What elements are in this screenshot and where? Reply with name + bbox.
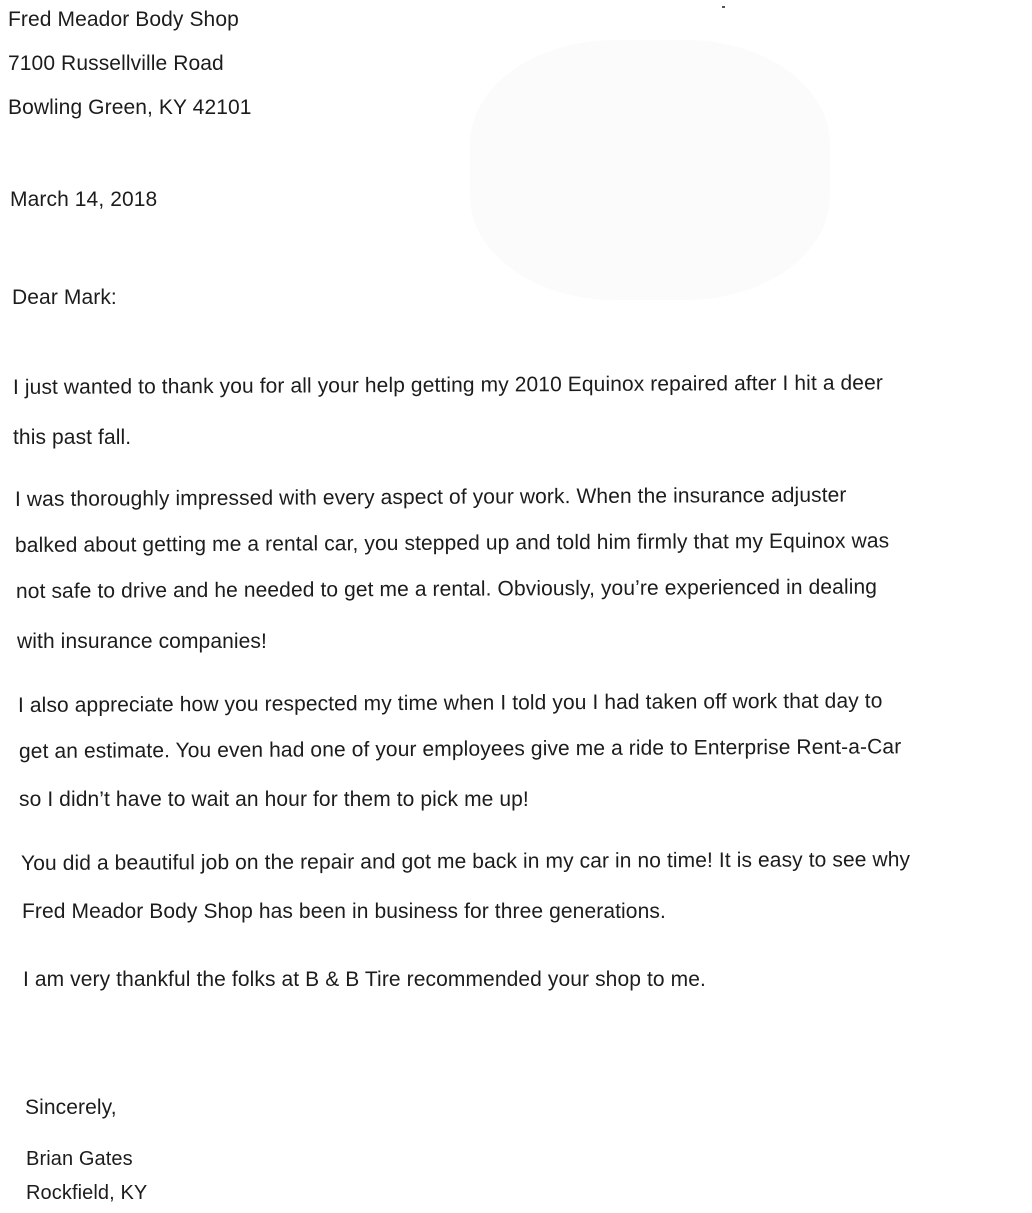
paragraph-3-line-2: get an estimate. You even had one of your employees give me a ride to Enterprise Rent-a-Car: [18, 735, 902, 763]
paragraph-3-line-3: so I didn’t have to wait an hour for them to pick me up!: [19, 788, 529, 811]
paragraph-3-line-1: I also appreciate how you respected my time when I told you I had taken off work that day to: [17, 689, 883, 717]
signer-name: Brian Gates: [26, 1148, 133, 1170]
sender-street: 7100 Russellville Road: [8, 52, 224, 75]
paragraph-4-line-1: You did a beautiful job on the repair and got me back in my car in no time! It is easy to see why: [20, 848, 911, 875]
paragraph-2-line-3: not safe to drive and he needed to get me a rental. Obviously, you’re experienced in dealing: [15, 575, 878, 603]
paragraph-5-line-1: I am very thankful the folks at B & B Tire recommended your shop to me.: [23, 968, 706, 991]
salutation: Dear Mark:: [12, 286, 117, 309]
paragraph-2-line-1: I was thoroughly impressed with every aspect of your work. When the insurance adjuster: [14, 483, 847, 511]
paragraph-2-line-4: with insurance companies!: [17, 630, 267, 653]
sender-city: Bowling Green, KY 42101: [8, 96, 252, 119]
letter-date: March 14, 2018: [10, 188, 158, 211]
signer-location: Rockfield, KY: [26, 1182, 148, 1204]
paragraph-1-line-2: this past fall.: [13, 426, 132, 449]
paragraph-1-line-1: I just wanted to thank you for all your help getting my 2010 Equinox repaired after I hit a deer: [12, 371, 883, 399]
scan-speck: [722, 6, 725, 8]
sender-name: Fred Meador Body Shop: [8, 8, 239, 31]
paragraph-2-line-2: balked about getting me a rental car, you stepped up and told him firmly that my Equinox was: [14, 529, 890, 557]
scan-smudge: [470, 40, 830, 300]
closing: Sincerely,: [25, 1096, 117, 1119]
paragraph-4-line-2: Fred Meador Body Shop has been in business for three generations.: [22, 900, 666, 923]
